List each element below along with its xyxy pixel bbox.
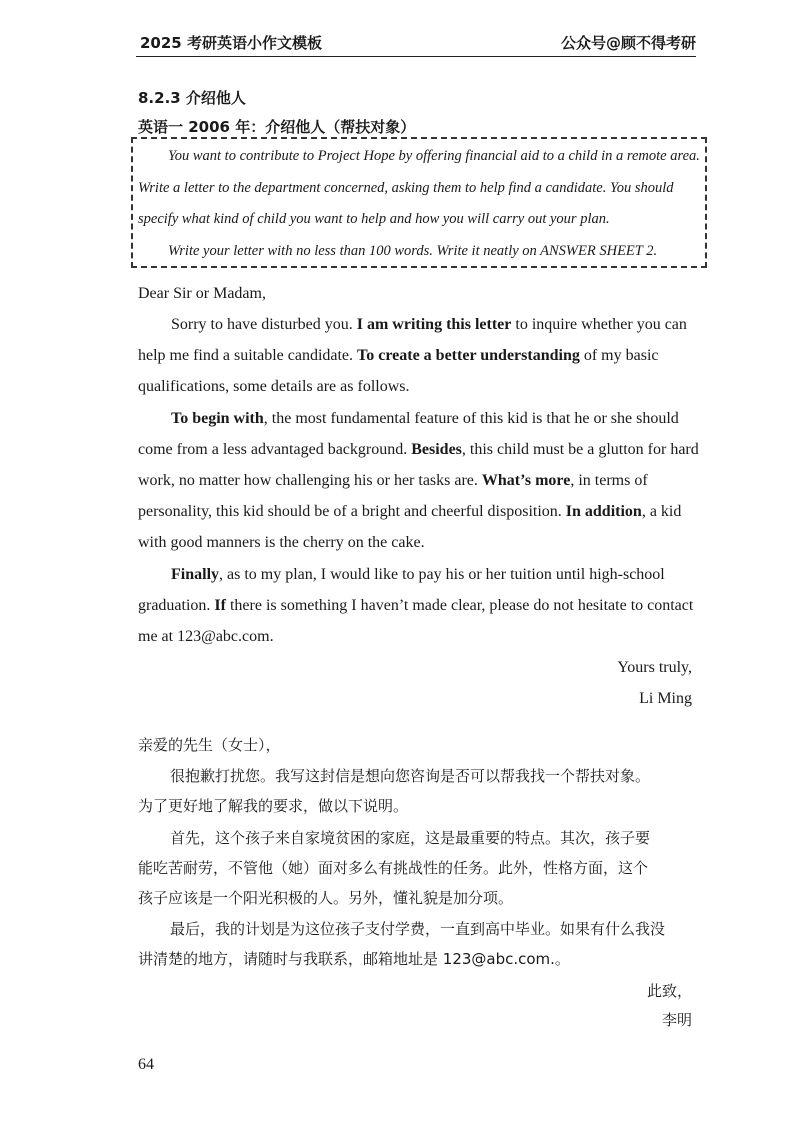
letter-p1-line1: Sorry to have disturbed you. I am writing this letter to inquire whether you can [171, 316, 687, 333]
translation-line-2: 为了更好地了解我的要求，做以下说明。 [138, 797, 409, 815]
translation-line-6: 最后，我的计划是为这位孩子支付学费，一直到高中毕业。如果有什么我没 [170, 920, 666, 938]
letter-closing: Yours truly, [617, 659, 692, 676]
letter-p3-line3: me at 123@abc.com. [138, 628, 274, 645]
letter-p2-line4: personality, this kid should be of a bright and cheerful disposition. In addition, a kid [138, 503, 682, 520]
header-account: 公众号@顾不得考研 [560, 34, 696, 52]
prompt-line-4: Write your letter with no less than 100 words. Write it neatly on ANSWER SHEET 2. [168, 243, 658, 259]
prompt-line-1: You want to contribute to Project Hope by offering financial aid to a child in a remote area. [168, 148, 700, 164]
prompt-line-3: specify what kind of child you want to help and how you will carry out your plan. [138, 211, 610, 227]
letter-p2-line3: work, no matter how challenging his or her tasks are. What’s more, in terms of [138, 472, 648, 489]
header-book-title: 2025 考研英语小作文模板 [140, 34, 322, 52]
translation-line-1: 很抱歉打扰您。我写这封信是想向您咨询是否可以帮我找一个帮扶对象。 [170, 767, 651, 785]
translation-line-4: 能吃苦耐劳，不管他（她）面对多么有挑战性的任务。此外，性格方面，这个 [138, 859, 649, 877]
letter-p3-line1: Finally, as to my plan, I would like to pay his or her tuition until high-school [171, 566, 665, 583]
translation-line-7: 讲清楚的地方，请随时与我联系，邮箱地址是 123@abc.com.。 [138, 950, 570, 968]
translation-signature: 李明 [661, 1011, 692, 1029]
letter-p1-line3: qualifications, some details are as follows. [138, 378, 410, 395]
letter-p3-line2: graduation. If there is something I haven’t made clear, please do not hesitate to contact [138, 597, 694, 614]
section-title: 8.2.3 介绍他人 [138, 89, 246, 107]
page-number: 64 [138, 1056, 154, 1073]
letter-salutation: Dear Sir or Madam, [138, 285, 266, 302]
letter-p1-line2: help me find a suitable candidate. To create a better understanding of my basic [138, 347, 659, 364]
letter-signature: Li Ming [639, 690, 692, 707]
letter-p2-line5: with good manners is the cherry on the cake. [138, 534, 425, 551]
translation-salutation: 亲爱的先生（女士）， [138, 736, 281, 754]
letter-p2-line1: To begin with, the most fundamental feature of this kid is that he or she should [171, 410, 679, 427]
translation-closing: 此致， [646, 982, 692, 1000]
translation-line-3: 首先，这个孩子来自家境贫困的家庭，这是最重要的特点。其次，孩子要 [170, 829, 651, 847]
letter-p2-line2: come from a less advantaged background. Besides, this child must be a glutton for hard [138, 441, 699, 458]
page-header [136, 26, 696, 57]
prompt-line-2: Write a letter to the department concerned, asking them to help find a candidate. You should [138, 180, 674, 196]
translation-line-5: 孩子应该是一个阳光积极的人。另外，懂礼貌是加分项。 [138, 889, 514, 907]
task-title: 英语一 2006 年：介绍他人（帮扶对象） [138, 118, 416, 136]
